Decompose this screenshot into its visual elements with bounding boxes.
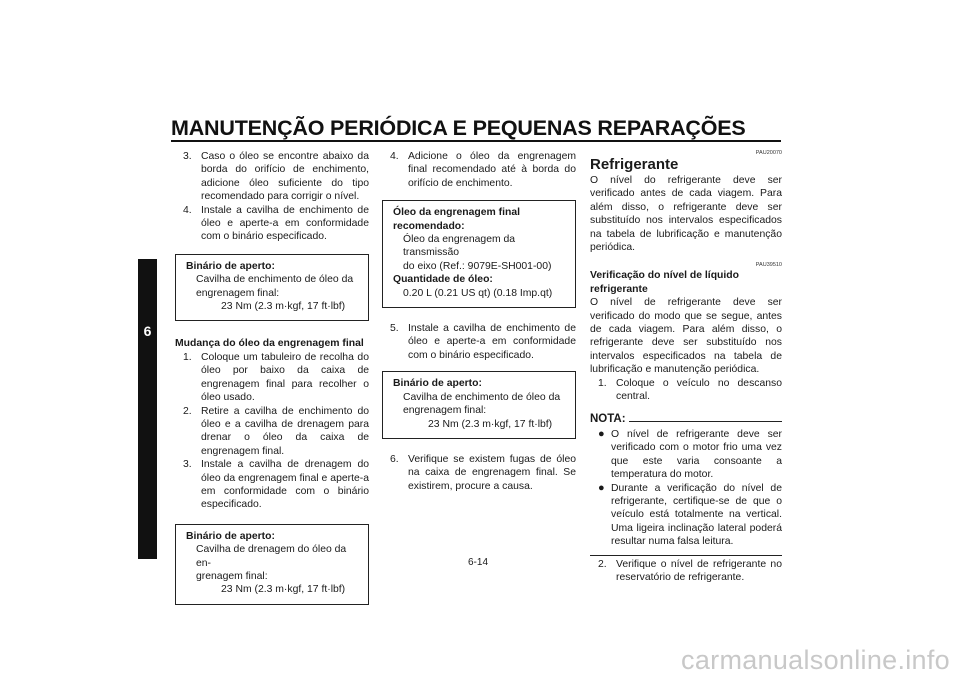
box-line: do eixo (Ref.: 9079E-SH001-00) bbox=[403, 260, 552, 272]
note-label: NOTA: bbox=[590, 412, 626, 425]
note-bullet bbox=[598, 482, 782, 549]
step-number: 5. bbox=[390, 323, 399, 335]
step-text: Instale a cavilha de enchimento de óleo e aperte-a em conformidade com o binário especificado. bbox=[201, 204, 369, 243]
note-bullet bbox=[598, 428, 782, 482]
section-title-coolant: Refrigerante bbox=[590, 156, 679, 173]
box-heading: Binário de aperto: bbox=[186, 260, 275, 272]
box-line: Óleo da engrenagem da transmissão bbox=[403, 234, 516, 259]
column-3 bbox=[590, 150, 782, 584]
bullet-icon: ● bbox=[598, 427, 605, 440]
note-header bbox=[590, 413, 782, 426]
chapter-number: 6 bbox=[143, 323, 152, 339]
page-title: MANUTENÇÃO PERIÓDICA E PEQUENAS REPARAÇÕES bbox=[171, 116, 746, 140]
ref-code: PAU39510 bbox=[755, 262, 782, 269]
torque-value: 23 Nm (2.3 m·kgf, 17 ft·lbf) bbox=[428, 418, 553, 430]
coolant-step-1 bbox=[598, 377, 782, 404]
step-number: 6. bbox=[390, 453, 399, 465]
step-number: 3. bbox=[183, 459, 192, 471]
step-6 bbox=[390, 453, 576, 493]
oil-quantity: 0.20 L (0.21 US qt) (0.18 Imp.qt) bbox=[403, 287, 553, 299]
note-rule bbox=[629, 421, 782, 422]
step-text: Instale a cavilha de drenagem do óleo da engrenagem final e aperte-a em conformidade com o binário especificado. bbox=[201, 459, 369, 511]
step-text: Instale a cavilha de enchimento de óleo e aperte-a em conformidade com o binário especificado. bbox=[408, 323, 576, 361]
box-line: engrenagem final: bbox=[196, 287, 280, 299]
torque-value: 23 Nm (2.3 m·kgf, 17 ft·lbf) bbox=[221, 301, 346, 313]
step-number: 3. bbox=[183, 151, 192, 162]
recommended-oil-box bbox=[382, 200, 576, 308]
step-number: 2. bbox=[598, 558, 607, 570]
bullet-icon: ● bbox=[598, 481, 605, 494]
watermark: carmanualsonline.info bbox=[681, 645, 950, 675]
box-heading: Binário de aperto: bbox=[393, 378, 482, 390]
step-text: Coloque um tabuleiro de recolha do óleo por baixo da caixa de engrenagem final para recolher o óleo usado. bbox=[201, 351, 369, 404]
box-line: Cavilha de enchimento de óleo da bbox=[196, 274, 354, 286]
change-step-1 bbox=[183, 351, 369, 405]
subheading-oil-change: Mudança do óleo da engrenagem final bbox=[175, 338, 364, 350]
box-line: Cavilha de drenagem do óleo da en- bbox=[196, 544, 347, 569]
step-text: Coloque o veículo no descanso central. bbox=[616, 377, 782, 403]
step-5 bbox=[390, 322, 576, 362]
coolant-check-text: O nível de refrigerante deve ser verificado do modo que se segue, antes de cada viagem. Para além disso, o refrigerante deve ser substituído nos intervalos especificados na tabela de lubrificação e manutenção periódica. bbox=[590, 297, 782, 376]
step-3 bbox=[183, 150, 369, 204]
chapter-tab bbox=[138, 259, 157, 559]
step-text: Caso o óleo se encontre abaixo da borda do orifício de enchimento, adicione óleo suficiente do tipo recomendado para corrigir o nível. bbox=[201, 151, 369, 203]
page-number: 6-14 bbox=[467, 557, 488, 568]
torque-box-fill-bolt bbox=[175, 254, 369, 322]
torque-box-drain-bolt bbox=[175, 524, 369, 605]
step-text: Adicione o óleo da engrenagem final recomendado até à borda do orifício de enchimento. bbox=[408, 151, 576, 189]
note-end-rule bbox=[590, 555, 782, 556]
step-text: Verifique o nível de refrigerante no reservatório de refrigerante. bbox=[616, 558, 782, 583]
box-heading: Binário de aperto: bbox=[186, 530, 275, 542]
column-2 bbox=[382, 150, 576, 493]
step-text: Verifique se existem fugas de óleo na caixa de engrenagem final. Se existirem, procure a causa. bbox=[408, 453, 576, 492]
coolant-intro: O nível do refrigerante deve ser verificado antes de cada viagem. Para além disso, o refrigerante deve ser substituído nos intervalos especificados na tabela de lubrificação e manutenção periódica. bbox=[590, 175, 782, 254]
column-1 bbox=[175, 150, 369, 623]
bullet-text: Durante a verificação do nível de refrigerante, certifique-se de que o veículo está totalmente na vertical. Uma ligeira inclinação lateral poderá resultar numa falsa leitura. bbox=[611, 482, 782, 548]
step-number: 4. bbox=[390, 151, 399, 162]
subheading-coolant-level: Verificação do nível de líquido refrigerante bbox=[590, 270, 739, 295]
step-number: 2. bbox=[183, 405, 192, 417]
box-heading: Óleo da engrenagem final recomendado: bbox=[393, 207, 521, 232]
step-4 bbox=[183, 204, 369, 244]
step-4-add-oil bbox=[390, 150, 576, 190]
coolant-step-2 bbox=[598, 558, 782, 585]
ref-code: PAU20070 bbox=[755, 150, 782, 156]
step-number: 1. bbox=[183, 351, 192, 363]
bullet-text: O nível de refrigerante deve ser verificado com o motor frio uma vez que este varia consoante a temperatura do motor. bbox=[611, 428, 782, 481]
step-text: Retire a cavilha de enchimento do óleo e a cavilha de drenagem para drenar o óleo da caixa de engrenagem final. bbox=[201, 405, 369, 457]
step-number: 1. bbox=[598, 377, 607, 389]
box-line: grenagem final: bbox=[196, 570, 268, 582]
change-step-2 bbox=[183, 405, 369, 459]
box-heading: Quantidade de óleo: bbox=[393, 274, 493, 286]
step-number: 4. bbox=[183, 204, 192, 216]
title-rule bbox=[171, 140, 781, 142]
box-line: Cavilha de enchimento de óleo da bbox=[403, 391, 561, 403]
box-line: engrenagem final: bbox=[403, 405, 487, 417]
torque-box-fill-bolt-2 bbox=[382, 371, 576, 439]
torque-value: 23 Nm (2.3 m·kgf, 17 ft·lbf) bbox=[221, 584, 346, 596]
change-step-3 bbox=[183, 458, 369, 512]
